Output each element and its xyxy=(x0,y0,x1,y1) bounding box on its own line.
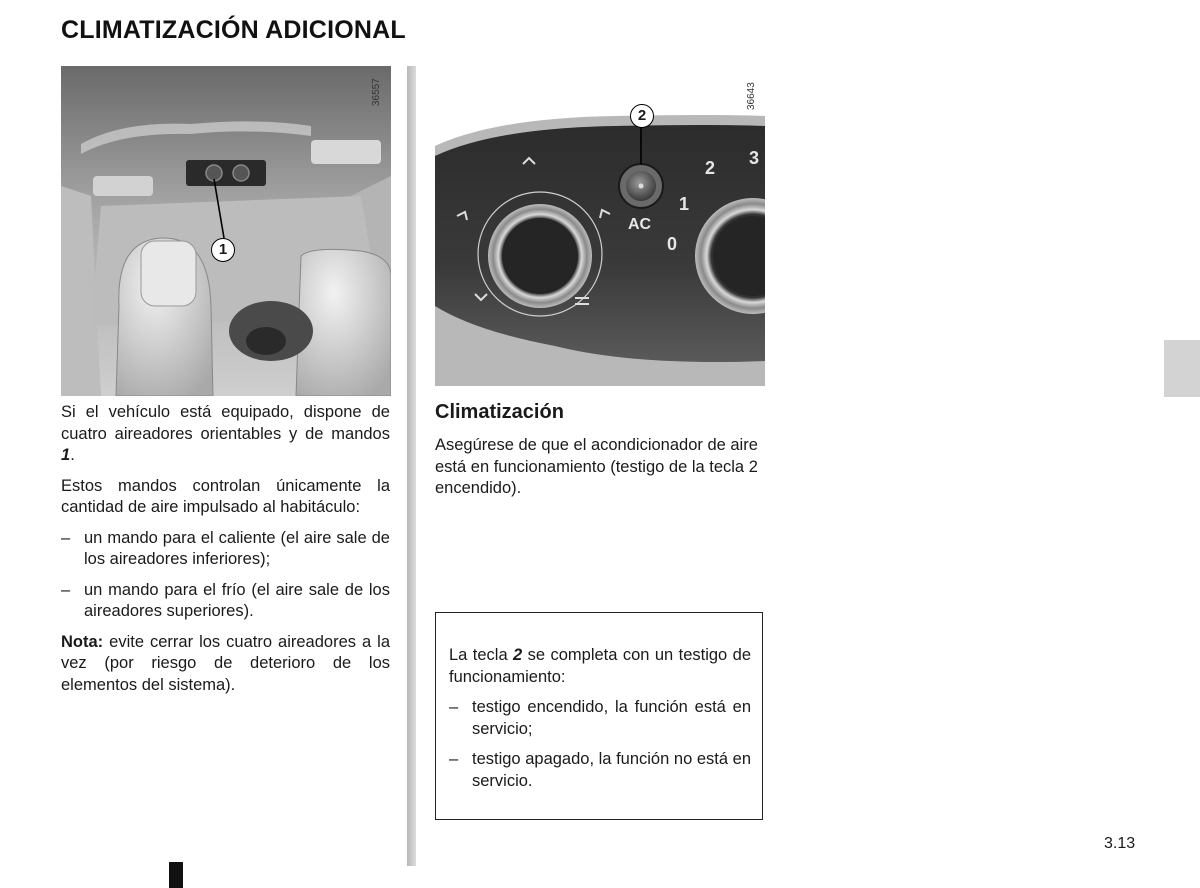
list-item: – testigo apagado, la función no está en servicio. xyxy=(449,750,751,790)
column-divider xyxy=(407,66,416,866)
figure-ref-number: 36557 xyxy=(371,78,382,106)
section-heading: Climatización xyxy=(435,401,564,423)
list-item: – un mando para el caliente (el aire sale de los aireadores inferiores); xyxy=(61,528,390,568)
note-paragraph: Nota: evite cerrar los cuatro aireadores a la vez (por riesgo de deterioro de los elementos del sistema). xyxy=(61,632,390,694)
figure-ref-number: 36643 xyxy=(746,82,757,110)
info-box xyxy=(435,612,763,820)
controls-paragraph: Estos mandos controlan únicamente la cantidad de aire impulsado al habitáculo: xyxy=(61,476,390,516)
ref-2: 2 xyxy=(513,646,523,664)
left-column-text xyxy=(61,402,390,705)
callout-1 xyxy=(211,238,235,262)
callout-2-label: 2 xyxy=(637,107,647,124)
bottom-marker xyxy=(169,862,183,888)
list-item: – testigo encendido, la función está en servicio; xyxy=(449,698,751,738)
page-number: 3.13 xyxy=(1104,835,1136,852)
intro-paragraph: Si el vehículo está equipado, dispone de cuatro aireadores orientables y de mandos 1. xyxy=(61,403,390,464)
fan-speed-1: 1 xyxy=(679,194,690,214)
callout-2 xyxy=(630,104,654,128)
list-item: – un mando para el frío (el aire sale de los aireadores superiores). xyxy=(61,580,390,620)
info-box-text xyxy=(449,645,751,801)
ref-1: 1 xyxy=(61,446,71,464)
page-title: CLIMATIZACIÓN ADICIONAL xyxy=(61,16,406,44)
chapter-tab xyxy=(1164,340,1200,397)
callout-1-label: 1 xyxy=(218,241,228,258)
info-box-intro: La tecla 2 se completa con un testigo de funcionamiento: xyxy=(449,646,751,686)
fan-speed-3: 3 xyxy=(749,148,760,168)
climatizacion-paragraph: Asegúrese de que el acondicionador de aire está en funcionamiento (testigo de la tecla 2 encendido). xyxy=(435,436,758,497)
fan-speed-0: 0 xyxy=(667,234,678,254)
fan-speed-2: 2 xyxy=(705,158,716,178)
interior-photo xyxy=(61,66,391,396)
ac-label: AC xyxy=(628,216,652,233)
control-panel-photo xyxy=(435,66,765,386)
